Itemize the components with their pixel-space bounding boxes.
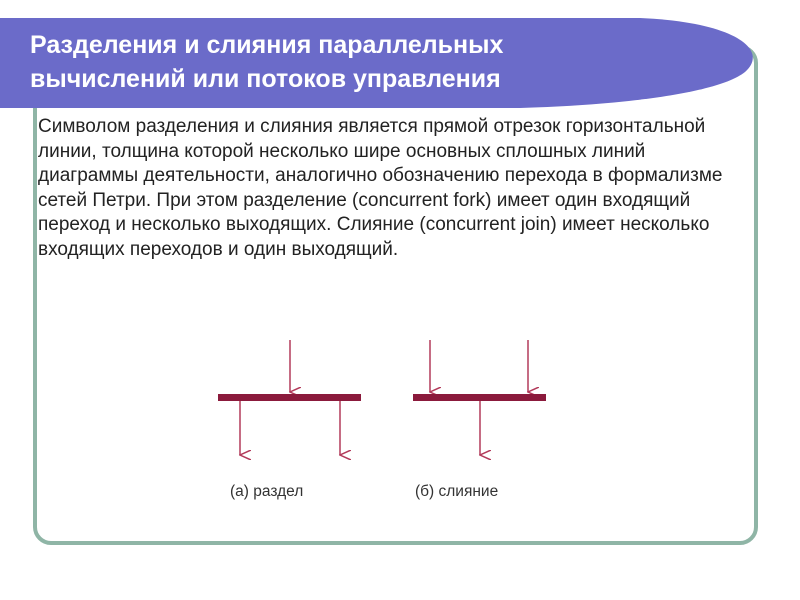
slide-title-line-1: Разделения и слияния параллельных [30, 31, 504, 59]
slide-title-line-2: вычислений или потоков управления [30, 65, 501, 93]
fork-bar [218, 394, 361, 401]
fork-caption: (а) раздел [230, 483, 304, 500]
join-bar [413, 394, 546, 401]
join-symbol [413, 340, 546, 455]
slide-title [30, 28, 690, 96]
join-caption: (б) слияние [415, 483, 499, 500]
body-paragraph: Символом разделения и слияния является прямой отрезок горизонтальной линии, толщина которой несколько шире основных сплошных линий диаграммы деятельности, аналогично обозначению перехода в формализме сетей Петри. При этом разделение (concurrent fork) имеет один входящий переход и несколько выходящих. Слияние (concurrent join) имеет несколько входящих переходов и один выходящий. [38, 116, 723, 260]
fork-symbol [218, 340, 361, 455]
